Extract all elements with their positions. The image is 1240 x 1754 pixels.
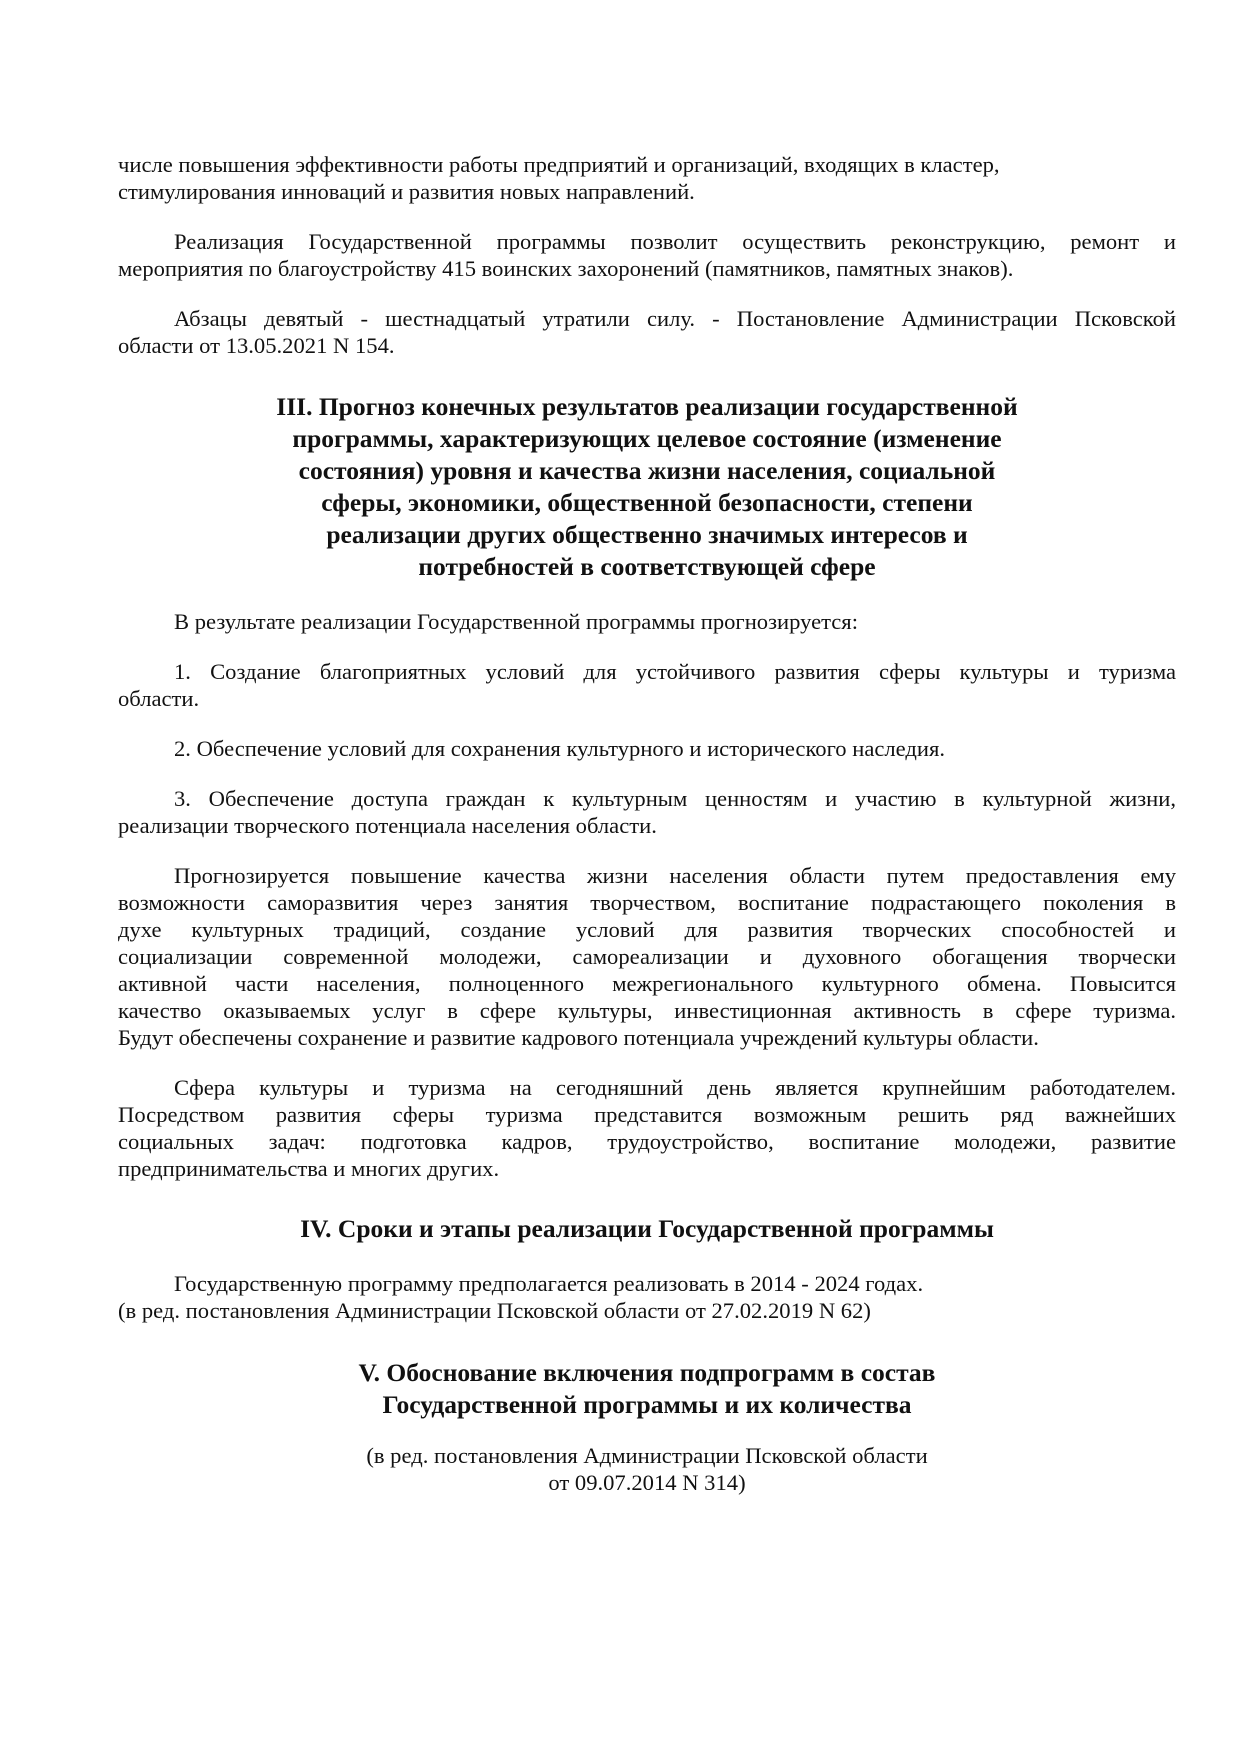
text-line: социальных задач: подготовка кадров, трудоустройство, воспитание молодежи, развитие	[118, 1129, 1176, 1154]
text-line: 1. Создание благоприятных условий для устойчивого развития сферы культуры и туризма	[174, 659, 1176, 684]
list-item-2: 2. Обеспечение условий для сохранения культурного и исторического наследия.	[174, 736, 946, 761]
list-item-3	[118, 785, 1176, 839]
edit-note-2019: (в ред. постановления Администрации Псковской области от 27.02.2019 N 62)	[118, 1298, 871, 1323]
heading-line: состояния) уровня и качества жизни населения, социальной	[298, 456, 996, 485]
text-line: 3. Обеспечение доступа граждан к культурным ценностям и участию в культурной жизни,	[174, 786, 1176, 811]
text-line: возможности саморазвития через занятия творчеством, воспитание подрастающего поколения в	[118, 890, 1176, 915]
paragraph-program-period: Государственную программу предполагается реализовать в 2014 - 2024 годах.	[174, 1271, 924, 1296]
text-line: (в ред. постановления Администрации Псковской области	[366, 1443, 928, 1469]
text-line: от 09.07.2014 N 314)	[548, 1470, 746, 1496]
text-line: Будут обеспечены сохранение и развитие кадрового потенциала учреждений культуры области.	[118, 1025, 1039, 1050]
heading-line: V. Обоснование включения подпрограмм в состав	[358, 1358, 936, 1387]
text-line: Абзацы девятый - шестнадцатый утратили силу. - Постановление Администрации Псковской	[174, 306, 1176, 331]
text-line: реализации творческого потенциала населения области.	[118, 813, 657, 838]
list-item-1	[118, 658, 1176, 712]
text-line: духе культурных традиций, создание условий для развития творческих способностей и	[118, 917, 1176, 942]
paragraph-intro	[118, 151, 1176, 205]
paragraph-employer	[118, 1074, 1176, 1182]
text-line: стимулирования инноваций и развития новых направлений.	[118, 179, 695, 204]
section-3-title	[118, 391, 1176, 583]
text-line: Реализация Государственной программы позволит осуществить реконструкцию, ремонт и	[174, 229, 1176, 254]
text-line: области.	[118, 686, 200, 711]
paragraph-abzacy	[118, 305, 1176, 359]
paragraph-reconstruction	[118, 228, 1176, 282]
text-line: социализации современной молодежи, самореализации и духовного обогащения творчески	[118, 944, 1176, 969]
heading-line: сферы, экономики, общественной безопасности, степени	[321, 488, 973, 517]
text-line: числе повышения эффективности работы предприятий и организаций, входящих в кластер,	[118, 152, 1000, 177]
heading-line: Государственной программы и их количества	[382, 1390, 912, 1419]
text-line: качество оказываемых услуг в сфере культуры, инвестиционная активность в сфере туризма.	[118, 998, 1176, 1023]
paragraph-lead: В результате реализации Государственной программы прогнозируется:	[174, 609, 858, 634]
heading-line: потребностей в соответствующей сфере	[418, 552, 876, 581]
text-line: предпринимательства и многих других.	[118, 1156, 500, 1181]
section-5-title	[118, 1357, 1176, 1421]
paragraph-forecast	[118, 862, 1176, 1051]
heading-line: программы, характеризующих целевое состояние (изменение	[292, 424, 1002, 453]
text-line: Сфера культуры и туризма на сегодняшний день является крупнейшим работодателем.	[174, 1075, 1176, 1100]
heading-line: III. Прогноз конечных результатов реализации государственной	[276, 392, 1018, 421]
text-line: Посредством развития сферы туризма представится возможным решить ряд важнейших	[118, 1102, 1176, 1127]
text-line: активной части населения, полноценного межрегионального культурного обмена. Повысится	[118, 971, 1176, 996]
heading-line: реализации других общественно значимых интересов и	[326, 520, 968, 549]
text-line: мероприятия по благоустройству 415 воинских захоронений (памятников, памятных знаков).	[118, 256, 1014, 281]
text-line: Прогнозируется повышение качества жизни населения области путем предоставления ему	[174, 863, 1176, 888]
edit-note-2014	[118, 1442, 1176, 1496]
text-line: области от 13.05.2021 N 154.	[118, 333, 395, 358]
section-4-title: IV. Сроки и этапы реализации Государственной программы	[300, 1214, 994, 1243]
